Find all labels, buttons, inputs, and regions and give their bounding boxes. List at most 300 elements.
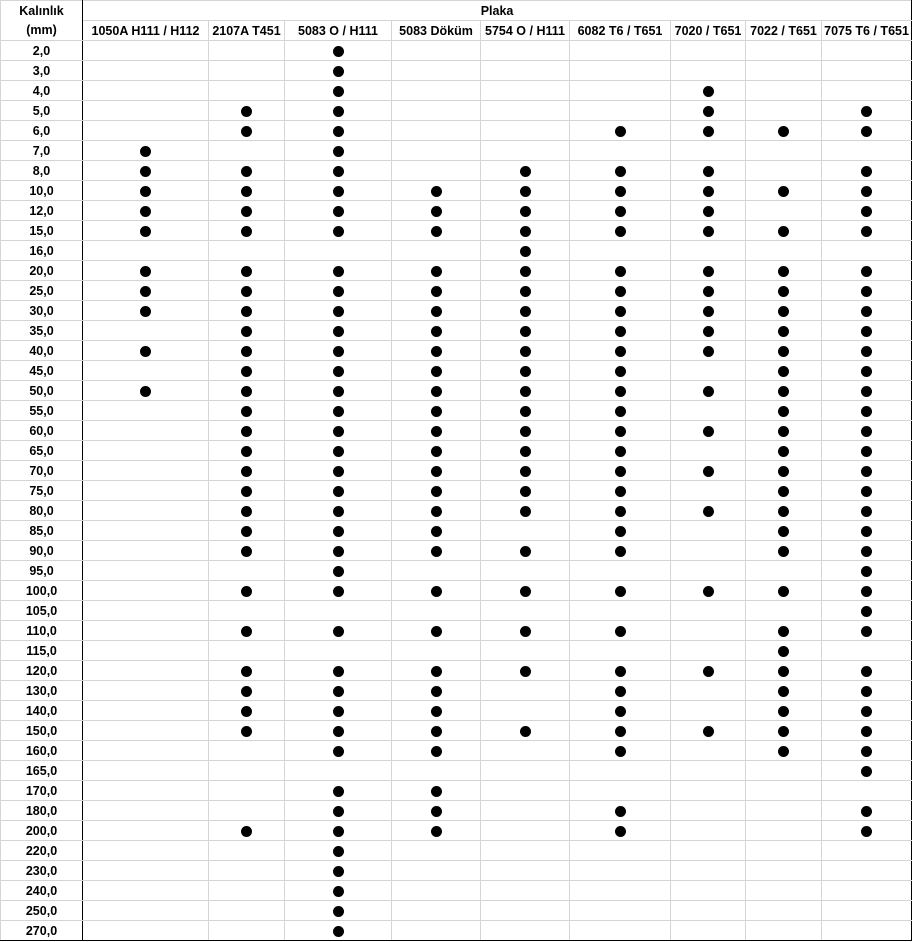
availability-cell [83, 721, 209, 741]
table-row [1, 481, 912, 501]
availability-cell [746, 461, 822, 481]
filled-circle-icon [861, 106, 872, 117]
filled-circle-icon [431, 706, 442, 717]
filled-circle-icon [520, 386, 531, 397]
filled-circle-icon [703, 726, 714, 737]
availability-cell [209, 461, 285, 481]
filled-circle-icon [778, 546, 789, 557]
filled-circle-icon [778, 266, 789, 277]
availability-cell [83, 321, 209, 341]
filled-circle-icon [431, 446, 442, 457]
availability-cell [209, 641, 285, 661]
availability-cell [822, 581, 912, 601]
availability-cell [285, 361, 392, 381]
availability-cell [822, 81, 912, 101]
filled-circle-icon [778, 466, 789, 477]
thickness-cell: 75,0 [1, 481, 83, 501]
filled-circle-icon [333, 506, 344, 517]
availability-cell [285, 901, 392, 921]
availability-cell [746, 101, 822, 121]
filled-circle-icon [615, 426, 626, 437]
filled-circle-icon [140, 286, 151, 297]
availability-cell [822, 761, 912, 781]
availability-cell [285, 161, 392, 181]
filled-circle-icon [431, 266, 442, 277]
availability-cell [570, 621, 671, 641]
table-row [1, 521, 912, 541]
filled-circle-icon [861, 366, 872, 377]
filled-circle-icon [333, 726, 344, 737]
filled-circle-icon [520, 626, 531, 637]
availability-cell [285, 81, 392, 101]
availability-cell [746, 121, 822, 141]
availability-cell [671, 181, 746, 201]
availability-cell [209, 541, 285, 561]
availability-cell [570, 481, 671, 501]
availability-cell [746, 281, 822, 301]
thickness-cell: 200,0 [1, 821, 83, 841]
availability-cell [392, 881, 481, 901]
availability-cell [392, 621, 481, 641]
column-header: 5083 Döküm [392, 21, 481, 41]
table-row [1, 841, 912, 861]
availability-cell [392, 81, 481, 101]
availability-cell [671, 701, 746, 721]
availability-cell [671, 61, 746, 81]
filled-circle-icon [861, 506, 872, 517]
availability-cell [83, 801, 209, 821]
availability-cell [822, 921, 912, 941]
filled-circle-icon [520, 466, 531, 477]
availability-cell [822, 601, 912, 621]
availability-cell [209, 381, 285, 401]
filled-circle-icon [703, 386, 714, 397]
filled-circle-icon [520, 306, 531, 317]
filled-circle-icon [520, 366, 531, 377]
availability-cell [285, 561, 392, 581]
availability-cell [481, 121, 570, 141]
availability-cell [822, 901, 912, 921]
filled-circle-icon [615, 186, 626, 197]
availability-cell [570, 261, 671, 281]
availability-cell [209, 801, 285, 821]
availability-cell [285, 301, 392, 321]
availability-cell [570, 721, 671, 741]
filled-circle-icon [140, 266, 151, 277]
availability-cell [671, 521, 746, 541]
table-row [1, 81, 912, 101]
availability-cell [481, 781, 570, 801]
availability-cell [746, 521, 822, 541]
filled-circle-icon [333, 426, 344, 437]
filled-circle-icon [861, 686, 872, 697]
filled-circle-icon [140, 226, 151, 237]
availability-cell [209, 721, 285, 741]
table-row [1, 541, 912, 561]
filled-circle-icon [140, 206, 151, 217]
availability-cell [285, 101, 392, 121]
availability-cell [570, 401, 671, 421]
availability-cell [822, 381, 912, 401]
filled-circle-icon [333, 206, 344, 217]
filled-circle-icon [431, 386, 442, 397]
availability-cell [822, 881, 912, 901]
availability-cell [285, 661, 392, 681]
filled-circle-icon [861, 306, 872, 317]
thickness-cell: 170,0 [1, 781, 83, 801]
availability-cell [671, 661, 746, 681]
availability-cell [481, 241, 570, 261]
availability-cell [671, 81, 746, 101]
filled-circle-icon [241, 446, 252, 457]
filled-circle-icon [241, 426, 252, 437]
filled-circle-icon [703, 266, 714, 277]
availability-cell [671, 601, 746, 621]
availability-cell [83, 341, 209, 361]
availability-cell [285, 41, 392, 61]
filled-circle-icon [241, 226, 252, 237]
thickness-cell: 16,0 [1, 241, 83, 261]
filled-circle-icon [778, 226, 789, 237]
column-header: 7075 T6 / T651 [822, 21, 912, 41]
filled-circle-icon [615, 166, 626, 177]
availability-cell [746, 661, 822, 681]
filled-circle-icon [333, 66, 344, 77]
availability-cell [481, 521, 570, 541]
filled-circle-icon [333, 226, 344, 237]
availability-cell [746, 61, 822, 81]
filled-circle-icon [333, 826, 344, 837]
filled-circle-icon [241, 526, 252, 537]
filled-circle-icon [431, 286, 442, 297]
availability-cell [746, 541, 822, 561]
thickness-cell: 40,0 [1, 341, 83, 361]
availability-cell [285, 461, 392, 481]
availability-cell [392, 341, 481, 361]
filled-circle-icon [241, 706, 252, 717]
filled-circle-icon [241, 826, 252, 837]
filled-circle-icon [431, 466, 442, 477]
filled-circle-icon [333, 166, 344, 177]
filled-circle-icon [778, 526, 789, 537]
filled-circle-icon [520, 726, 531, 737]
availability-cell [209, 521, 285, 541]
availability-cell [83, 181, 209, 201]
availability-cell [285, 761, 392, 781]
availability-cell [822, 441, 912, 461]
availability-cell [570, 301, 671, 321]
filled-circle-icon [615, 326, 626, 337]
filled-circle-icon [431, 366, 442, 377]
availability-cell [822, 141, 912, 161]
filled-circle-icon [241, 126, 252, 137]
thickness-cell: 140,0 [1, 701, 83, 721]
thickness-cell: 95,0 [1, 561, 83, 581]
availability-cell [392, 321, 481, 341]
availability-cell [209, 881, 285, 901]
filled-circle-icon [520, 286, 531, 297]
availability-cell [285, 61, 392, 81]
filled-circle-icon [703, 326, 714, 337]
availability-cell [570, 821, 671, 841]
availability-cell [285, 601, 392, 621]
filled-circle-icon [615, 686, 626, 697]
filled-circle-icon [861, 466, 872, 477]
filled-circle-icon [333, 626, 344, 637]
filled-circle-icon [778, 586, 789, 597]
availability-cell [83, 601, 209, 621]
availability-cell [746, 221, 822, 241]
thickness-cell: 45,0 [1, 361, 83, 381]
table-row [1, 661, 912, 681]
filled-circle-icon [615, 746, 626, 757]
availability-cell [285, 521, 392, 541]
availability-cell [671, 421, 746, 441]
availability-cell [209, 581, 285, 601]
filled-circle-icon [431, 526, 442, 537]
filled-circle-icon [520, 506, 531, 517]
availability-cell [392, 861, 481, 881]
availability-cell [392, 841, 481, 861]
filled-circle-icon [615, 486, 626, 497]
availability-cell [481, 181, 570, 201]
filled-circle-icon [333, 746, 344, 757]
availability-cell [671, 221, 746, 241]
availability-cell [822, 701, 912, 721]
availability-cell [285, 921, 392, 941]
availability-cell [285, 881, 392, 901]
availability-cell [392, 521, 481, 541]
availability-cell [392, 41, 481, 61]
filled-circle-icon [778, 326, 789, 337]
availability-cell [392, 241, 481, 261]
filled-circle-icon [778, 366, 789, 377]
availability-cell [822, 541, 912, 561]
availability-cell [570, 901, 671, 921]
filled-circle-icon [333, 906, 344, 917]
filled-circle-icon [861, 726, 872, 737]
filled-circle-icon [431, 746, 442, 757]
availability-cell [671, 321, 746, 341]
availability-cell [671, 761, 746, 781]
thickness-cell: 12,0 [1, 201, 83, 221]
thickness-cell: 180,0 [1, 801, 83, 821]
availability-cell [746, 801, 822, 821]
availability-cell [209, 361, 285, 381]
filled-circle-icon [333, 806, 344, 817]
table-row [1, 561, 912, 581]
availability-cell [481, 161, 570, 181]
availability-cell [481, 101, 570, 121]
filled-circle-icon [333, 106, 344, 117]
thickness-cell: 105,0 [1, 601, 83, 621]
availability-cell [671, 581, 746, 601]
filled-circle-icon [333, 586, 344, 597]
table-row [1, 461, 912, 481]
availability-cell [209, 181, 285, 201]
thickness-cell: 10,0 [1, 181, 83, 201]
availability-cell [671, 881, 746, 901]
filled-circle-icon [615, 626, 626, 637]
availability-cell [392, 141, 481, 161]
availability-cell [83, 161, 209, 181]
availability-cell [481, 741, 570, 761]
availability-cell [746, 901, 822, 921]
availability-cell [822, 461, 912, 481]
filled-circle-icon [431, 326, 442, 337]
filled-circle-icon [615, 366, 626, 377]
filled-circle-icon [615, 446, 626, 457]
availability-cell [822, 261, 912, 281]
filled-circle-icon [241, 586, 252, 597]
availability-cell [481, 841, 570, 861]
availability-cell [746, 481, 822, 501]
availability-cell [822, 221, 912, 241]
availability-cell [209, 161, 285, 181]
table-row [1, 421, 912, 441]
table-row [1, 41, 912, 61]
availability-cell [481, 61, 570, 81]
filled-circle-icon [778, 186, 789, 197]
availability-cell [746, 441, 822, 461]
availability-cell [285, 841, 392, 861]
availability-cell [209, 901, 285, 921]
availability-cell [285, 241, 392, 261]
table-row [1, 621, 912, 641]
availability-cell [285, 701, 392, 721]
filled-circle-icon [615, 206, 626, 217]
availability-cell [83, 541, 209, 561]
availability-cell [83, 141, 209, 161]
availability-cell [83, 41, 209, 61]
availability-cell [671, 541, 746, 561]
availability-cell [746, 561, 822, 581]
thickness-cell: 55,0 [1, 401, 83, 421]
availability-cell [570, 221, 671, 241]
availability-cell [822, 641, 912, 661]
thickness-cell: 25,0 [1, 281, 83, 301]
availability-cell [83, 461, 209, 481]
filled-circle-icon [241, 406, 252, 417]
availability-cell [746, 821, 822, 841]
filled-circle-icon [431, 546, 442, 557]
filled-circle-icon [241, 326, 252, 337]
availability-cell [671, 441, 746, 461]
availability-cell [209, 341, 285, 361]
availability-cell [209, 201, 285, 221]
filled-circle-icon [861, 666, 872, 677]
availability-cell [671, 821, 746, 841]
filled-circle-icon [615, 666, 626, 677]
filled-circle-icon [861, 826, 872, 837]
filled-circle-icon [861, 706, 872, 717]
filled-circle-icon [140, 386, 151, 397]
filled-circle-icon [241, 686, 252, 697]
filled-circle-icon [703, 466, 714, 477]
availability-cell [481, 301, 570, 321]
filled-circle-icon [703, 586, 714, 597]
availability-cell [671, 861, 746, 881]
thickness-cell: 65,0 [1, 441, 83, 461]
filled-circle-icon [241, 346, 252, 357]
filled-circle-icon [431, 826, 442, 837]
availability-cell [746, 381, 822, 401]
availability-cell [570, 781, 671, 801]
filled-circle-icon [241, 286, 252, 297]
availability-cell [570, 681, 671, 701]
availability-cell [285, 401, 392, 421]
filled-circle-icon [431, 686, 442, 697]
availability-cell [481, 321, 570, 341]
filled-circle-icon [615, 706, 626, 717]
availability-cell [671, 801, 746, 821]
filled-circle-icon [861, 546, 872, 557]
filled-circle-icon [431, 786, 442, 797]
filled-circle-icon [703, 186, 714, 197]
availability-cell [392, 401, 481, 421]
availability-cell [822, 741, 912, 761]
column-header: 5083 O / H111 [285, 21, 392, 41]
filled-circle-icon [333, 186, 344, 197]
filled-circle-icon [861, 386, 872, 397]
filled-circle-icon [861, 426, 872, 437]
availability-cell [570, 921, 671, 941]
availability-cell [285, 441, 392, 461]
availability-cell [671, 201, 746, 221]
filled-circle-icon [615, 546, 626, 557]
availability-cell [83, 281, 209, 301]
filled-circle-icon [861, 526, 872, 537]
table-body [1, 41, 912, 941]
availability-cell [392, 541, 481, 561]
filled-circle-icon [615, 266, 626, 277]
filled-circle-icon [333, 386, 344, 397]
filled-circle-icon [861, 486, 872, 497]
table-row [1, 801, 912, 821]
availability-cell [392, 481, 481, 501]
availability-cell [392, 441, 481, 461]
availability-cell [822, 481, 912, 501]
availability-cell [481, 361, 570, 381]
filled-circle-icon [333, 466, 344, 477]
filled-circle-icon [861, 186, 872, 197]
availability-cell [285, 501, 392, 521]
filled-circle-icon [241, 666, 252, 677]
availability-cell [209, 441, 285, 461]
filled-circle-icon [333, 126, 344, 137]
availability-cell [481, 581, 570, 601]
availability-cell [209, 841, 285, 861]
filled-circle-icon [778, 486, 789, 497]
availability-cell [209, 241, 285, 261]
availability-cell [285, 381, 392, 401]
thickness-cell: 100,0 [1, 581, 83, 601]
availability-cell [83, 521, 209, 541]
filled-circle-icon [861, 286, 872, 297]
availability-cell [671, 741, 746, 761]
availability-cell [570, 101, 671, 121]
availability-cell [209, 41, 285, 61]
availability-cell [209, 81, 285, 101]
availability-cell [83, 81, 209, 101]
thickness-cell: 130,0 [1, 681, 83, 701]
filled-circle-icon [241, 506, 252, 517]
availability-cell [83, 821, 209, 841]
availability-cell [671, 41, 746, 61]
availability-cell [209, 301, 285, 321]
table-row [1, 601, 912, 621]
filled-circle-icon [520, 486, 531, 497]
